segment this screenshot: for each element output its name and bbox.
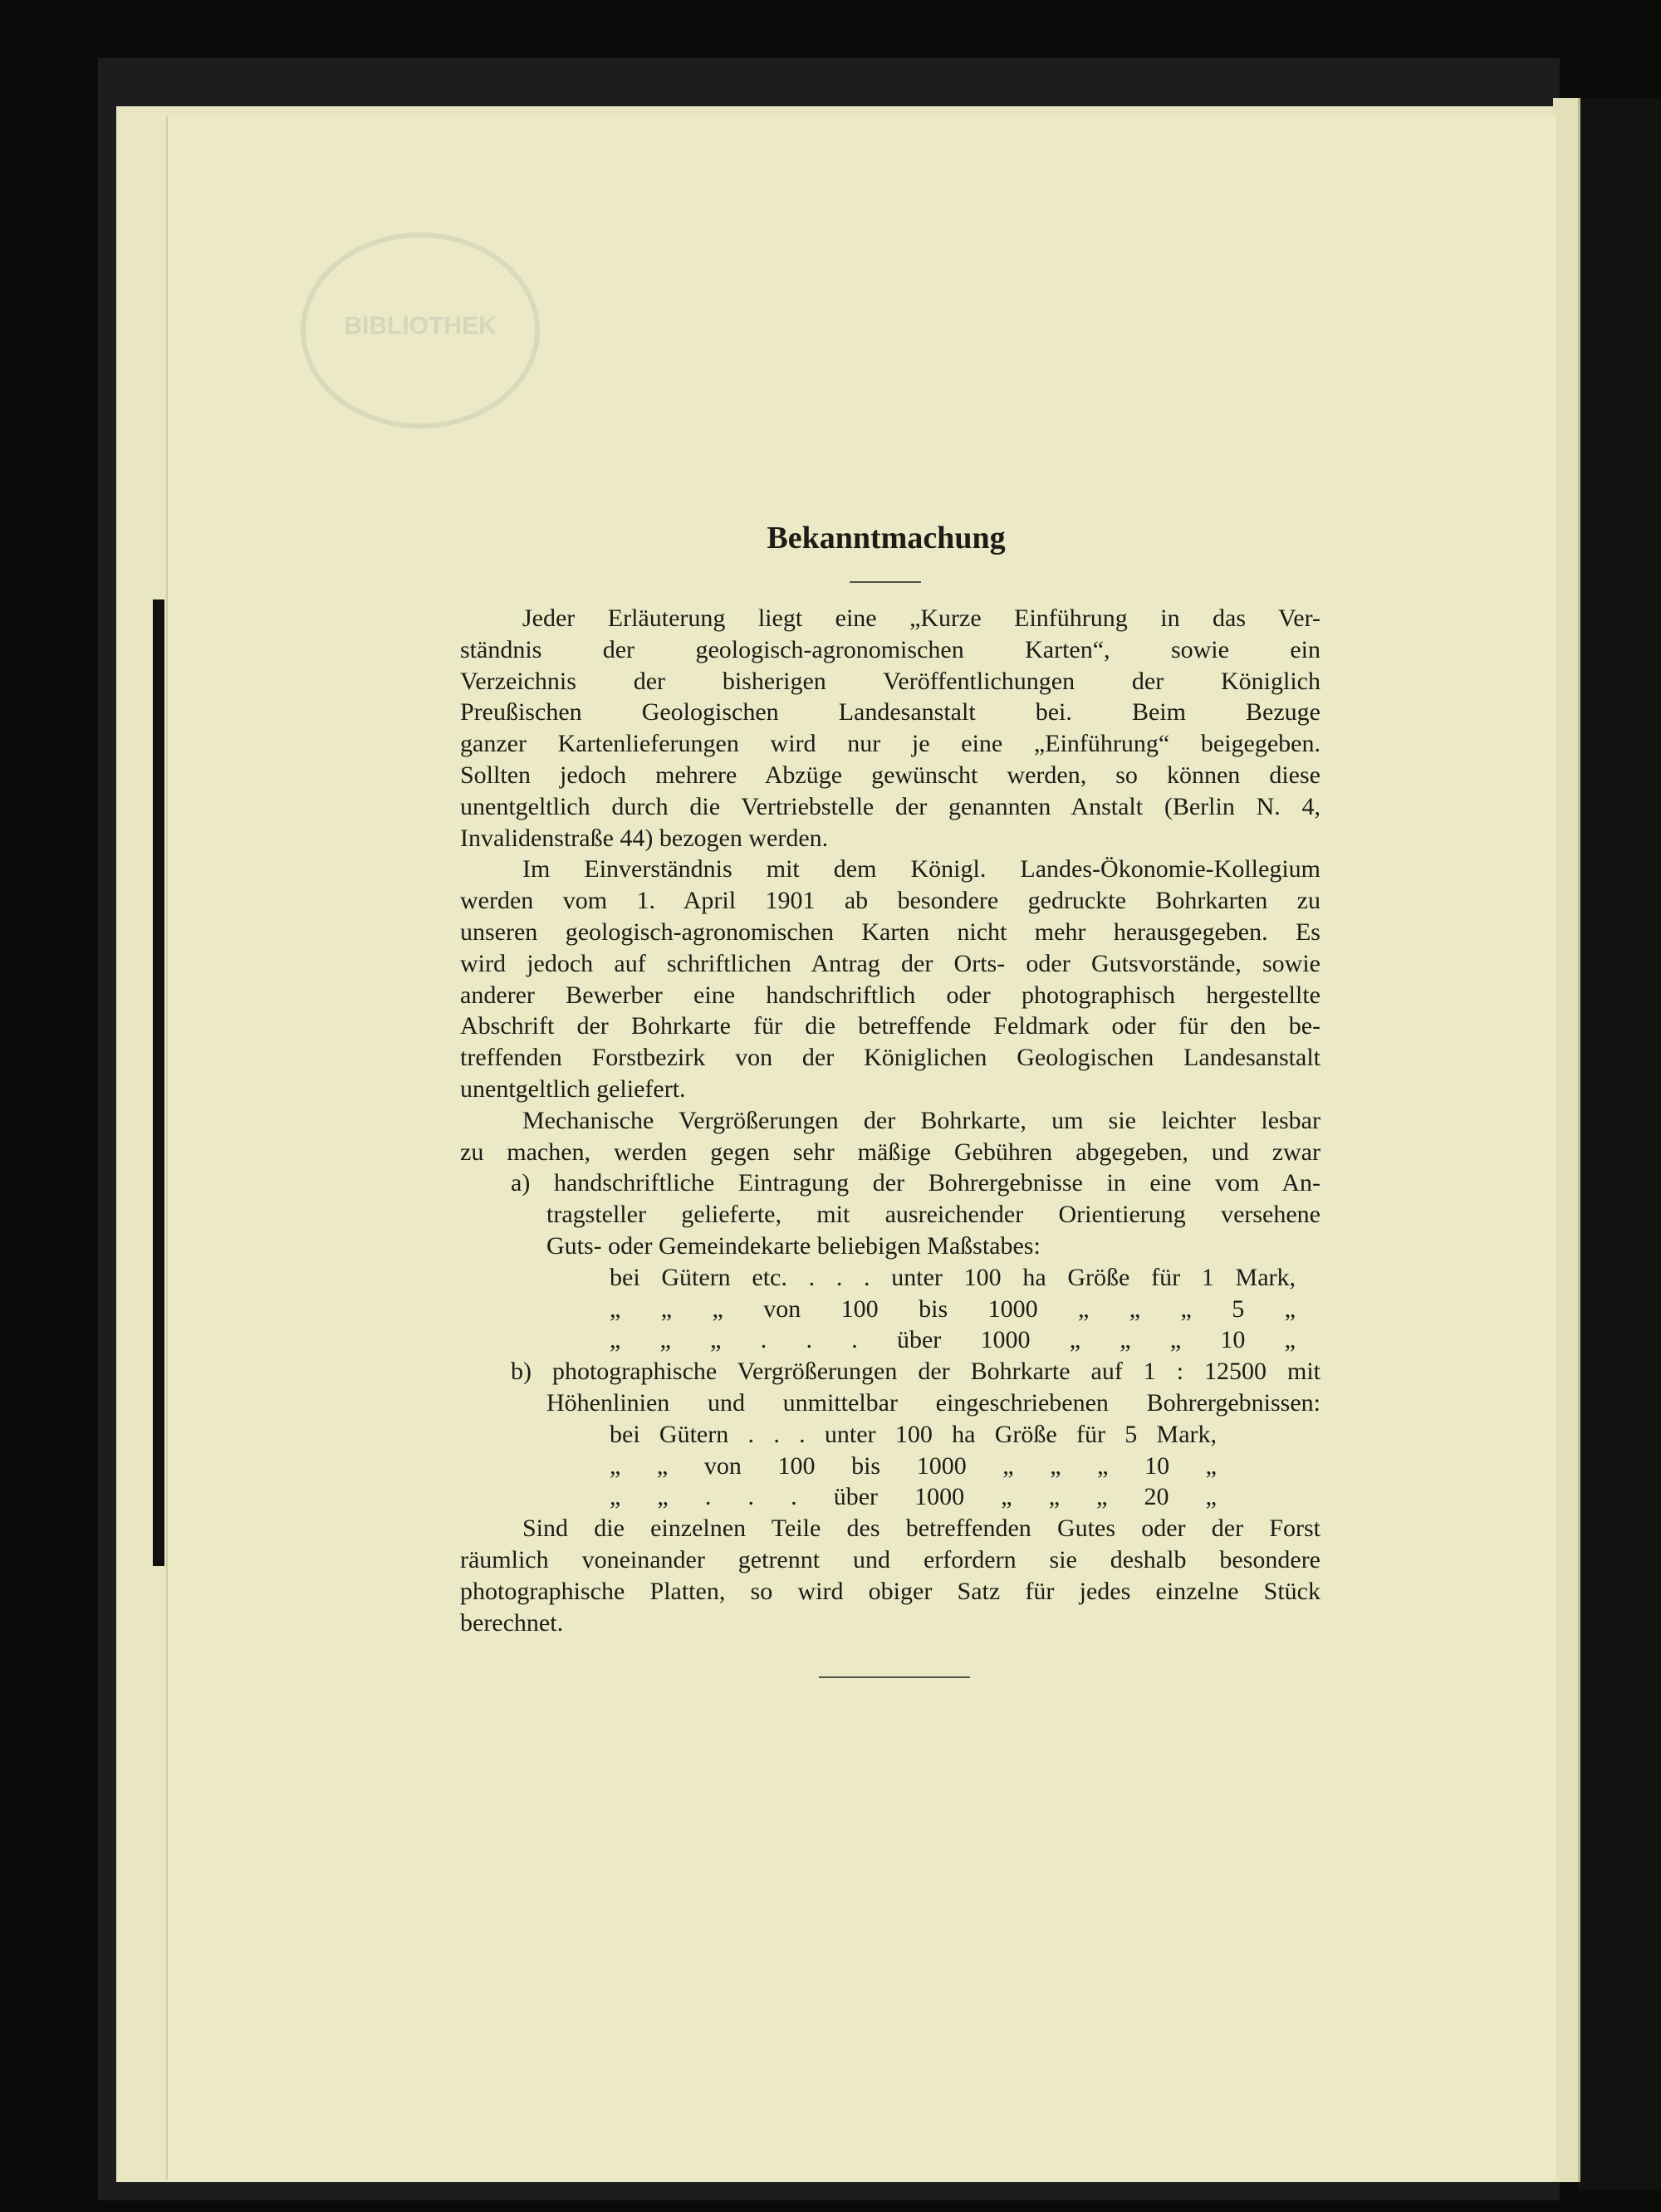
next-page-edges — [1553, 98, 1580, 2182]
text-line: Im Einverständnis mit dem Königl. Landes-Ökonomie-Kollegium — [522, 855, 1320, 883]
text-line: ganzer Kartenlieferungen wird nur je eine „Einführung“ beigegeben. — [460, 730, 1320, 758]
text-line: a) handschriftliche Eintragung der Bohrergebnisse in eine vom An- — [511, 1169, 1320, 1197]
text-line: unentgeltlich geliefert. — [460, 1074, 686, 1103]
text-line: „ „ „ von 100 bis 1000 „ „ „ 5 „ — [610, 1294, 1296, 1323]
stamp-text: BIBLIOTHEK — [344, 312, 497, 340]
next-page-edge-dark — [1578, 98, 1661, 2190]
text-line: Preußischen Geologischen Landesanstalt bei. Beim Bezuge — [460, 698, 1320, 727]
text-line: räumlich voneinander getrennt und erfordern sie deshalb besondere — [460, 1545, 1320, 1573]
text-line: unentgeltlich durch die Vertriebstelle der genannten Anstalt (Berlin N. 4, — [460, 792, 1320, 820]
text-line: treffenden Forstbezirk von der Königlichen Geologischen Landesanstalt — [460, 1044, 1320, 1072]
text-line: tragsteller gelieferte, mit ausreichender Orientierung versehene — [546, 1201, 1320, 1229]
text-line: Jeder Erläuterung liegt eine „Kurze Einführung in das Ver- — [522, 604, 1320, 632]
text-line: bei Gütern etc. . . . unter 100 ha Größe für 1 Mark, — [610, 1263, 1296, 1291]
text-line: ständnis der geologisch-agronomischen Karten“, sowie ein — [460, 635, 1320, 663]
end-rule — [819, 1676, 970, 1678]
text-line: wird jedoch auf schriftlichen Antrag der Orts- oder Gutsvorstände, sowie — [460, 949, 1320, 977]
title-rule — [850, 581, 921, 583]
text-line: werden vom 1. April 1901 ab besondere gedruckte Bohrkarten zu — [460, 887, 1320, 915]
page-title: Bekanntmachung — [767, 521, 1006, 555]
text-line: Mechanische Vergrößerungen der Bohrkarte, um sie leichter lesbar — [522, 1106, 1320, 1134]
binding-bar — [153, 599, 164, 1566]
text-line: unseren geologisch-agronomischen Karten nicht mehr herausgegeben. Es — [460, 918, 1320, 946]
library-stamp — [301, 232, 540, 428]
text-line: Invalidenstraße 44) bezogen werden. — [460, 824, 829, 852]
text-line: Verzeichnis der bisherigen Veröffentlichungen der Königlich — [460, 667, 1320, 695]
text-line: Guts- oder Gemeindekarte beliebigen Maßstabes: — [546, 1231, 1041, 1260]
text-line: Sind die einzelnen Teile des betreffenden Gutes oder der Forst — [522, 1515, 1320, 1543]
text-line: zu machen, werden gegen sehr mäßige Gebühren abgegeben, und zwar — [460, 1138, 1320, 1166]
body-text — [460, 603, 1320, 1638]
text-line: b) photographische Vergrößerungen der Bohrkarte auf 1 : 12500 mit — [511, 1358, 1320, 1386]
text-line: „ „ . . . über 1000 „ „ „ 20 „ — [610, 1483, 1217, 1511]
text-line: Höhenlinien und unmittelbar eingeschriebenen Bohrergebnissen: — [546, 1388, 1320, 1417]
text-line: „ „ „ . . . über 1000 „ „ „ 10 „ — [610, 1326, 1296, 1354]
text-line: anderer Bewerber eine handschriftlich oder photographisch hergestellte — [460, 981, 1320, 1009]
text-line: bei Gütern . . . unter 100 ha Größe für 5 Mark, — [610, 1420, 1217, 1448]
text-line: Abschrift der Bohrkarte für die betreffende Feldmark oder für den be- — [460, 1012, 1320, 1040]
text-line: Sollten jedoch mehrere Abzüge gewünscht werden, so können diese — [460, 761, 1320, 789]
text-line: „ „ von 100 bis 1000 „ „ „ 10 „ — [610, 1451, 1217, 1480]
text-line: berechnet. — [460, 1608, 564, 1637]
text-line: photographische Platten, so wird obiger Satz für jedes einzelne Stück — [460, 1577, 1320, 1605]
